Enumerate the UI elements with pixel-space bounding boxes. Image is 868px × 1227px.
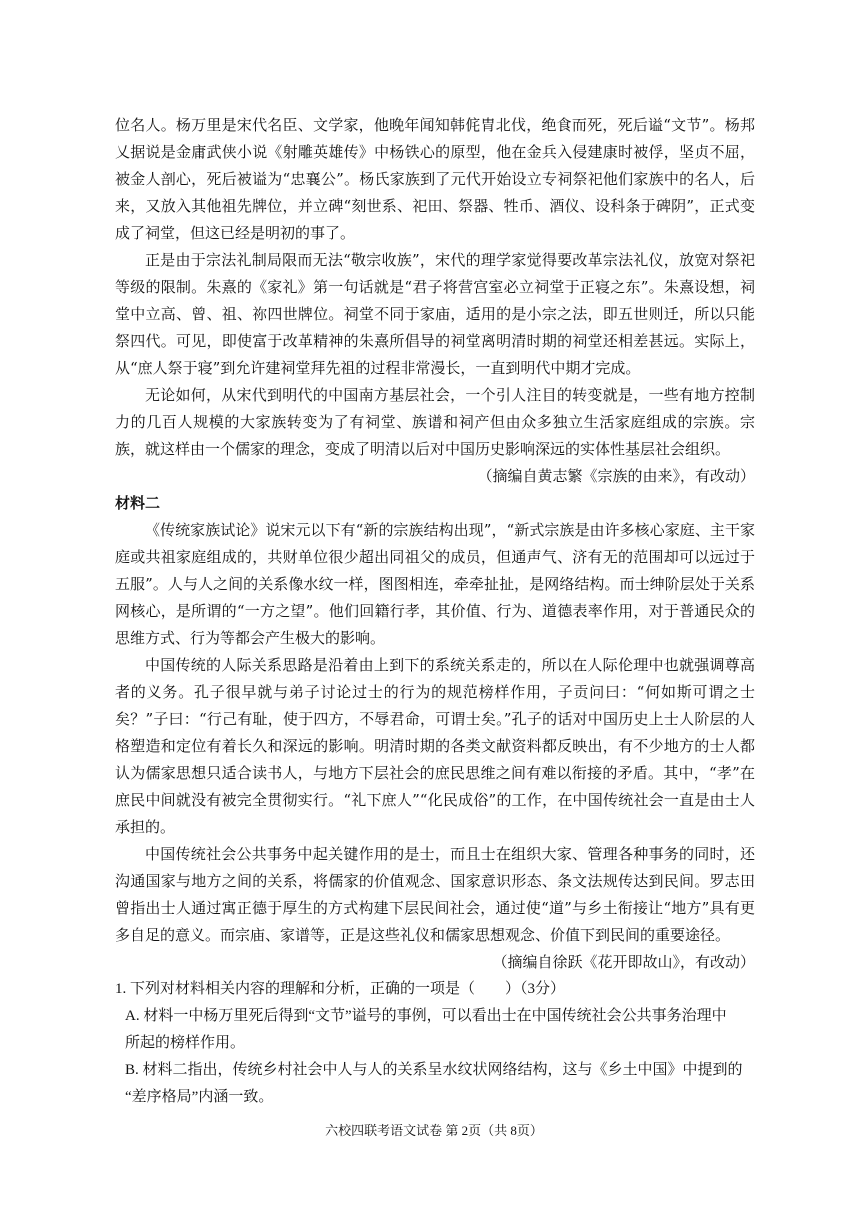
option-a [115, 1003, 755, 1057]
paragraph: 中国传统社会公共事务中起关键作用的是士，而且士在组织大家、管理各种事务的同时，还沟通国家与地方之间的关系，将儒家的价值观念、国家意识形态、条文法规传达到民间。罗志田曾指出士人通过寓正德于厚生的方式构建下层民间社会，通过使“道”与乡土衔接让“地方”具有更多自足的意义。而宗庙、家谱等，正是这些礼仪和儒家思想观念、价值下到民间的重要途径。 [115, 845, 755, 944]
option-a-line1: A. 材料一中杨万里死后得到“文节”谥号的事例，可以看出士在中国传统社会公共事务治理中 [125, 1008, 727, 1024]
paragraph: 中国传统的人际关系思路是沿着由上到下的系统关系走的，所以在人际伦理中也就强调尊高者的义务。孔子很早就与弟子讨论过士的行为的规范榜样作用，子贡问曰：“何如斯可谓之士矣？”子曰：“行己有耻，使于四方，不辱君命，可谓士矣。”孔子的话对中国历史上士人阶层的人格塑造和定位有着长久和深远的影响。明清时期的各类文献资料都反映出，有不少地方的士人都认为儒家思想只适合读书人，与地方下层社会的庶民思维之间有难以衔接的矛盾。其中，“孝”在庶民中间就没有被完全贯彻实行。“礼下庶人”“化民成俗”的工作，在中国传统社会一直是由士人承担的。 [115, 656, 755, 836]
paragraph: 《传统家族试论》说宋元以下有“新的宗族结构出现”，“新式宗族是由许多核心家庭、主干家庭或共祖家庭组成的，共财单位很少超出同祖父的成员，但通声气、济有无的范围却可以远过于五服”。人与人之间的关系像水纹一样，图图相连，牵牵扯扯，是网络结构。而士绅阶层处于关系网核心，是所谓的“一方之望”。他们回籍行孝，其价值、行为、道德表率作用，对于普通民众的思维方式、行为等都会产生极大的影响。 [115, 521, 755, 647]
question-stem: 1. 下列对材料相关内容的理解和分析，正确的一项是（ ）（3分） [115, 981, 566, 997]
paragraph: 无论如何，从宋代到明代的中国南方基层社会，一个引人注目的转变就是，一些有地方控制力的几百人规模的大家族转变为了有祠堂、族谱和祠产但由众多独立生活家庭组成的宗族。宗族，就这样由一个儒家的理念，变成了明清以后对中国历史影响深远的实体性基层社会组织。 [115, 386, 755, 458]
paragraph: 位名人。杨万里是宋代名臣、文学家，他晚年闻知韩侂胄北伐，绝食而死，死后谥“文节”。杨邦乂据说是金庸武侠小说《射雕英雄传》中杨铁心的原型，他在金兵入侵建康时被俘，坚贞不屈，被金人剖心，死后被谥为“忠襄公”。杨氏家族到了元代开始设立专祠祭祀他们家族中的名人，后来，又放入其他祖先牌位，并立碑“刻世系、祀田、祭器、牲币、酒仪、设科条于碑阴”，正式变成了祠堂，但这已经是明初的事了。 [115, 116, 755, 242]
page-content [115, 112, 755, 1111]
paragraph: 正是由于宗法礼制局限而无法“敬宗收族”，宋代的理学家觉得要改革宗法礼仪，放宽对祭祀等级的限制。朱熹的《家礼》第一句话就是“君子将营宫室必立祠堂于正寝之东”。朱熹设想，祠堂中立高、曾、祖、祢四世牌位。祠堂不同于家庙，适用的是小宗之法，即五世则迁，所以只能祭四代。可见，即使富于改革精神的朱熹所倡导的祠堂离明清时期的祠堂还相差甚远。实际上，从“庶人祭于寝”到允许建祠堂拜先祖的过程非常漫长，一直到明代中期才完成。 [115, 251, 755, 377]
option-b [115, 1057, 755, 1111]
section-heading: 材料二 [115, 494, 161, 512]
option-b-line2: “差序格局”内涵一致。 [125, 1089, 274, 1105]
source-citation: （摘编自黄志繁《宗族的由来》，有改动） [477, 467, 755, 485]
option-a-line2: 所起的榜样作用。 [125, 1035, 246, 1051]
source-citation: （摘编自徐跃《花开即故山》，有改动） [492, 953, 755, 971]
page-footer: 六校四联考语文试卷 第 2页（共 8页） [325, 1123, 543, 1138]
option-b-line1: B. 材料二指出，传统乡村社会中人与人的关系呈水纹状网络结构，这与《乡土中国》中提到的 [125, 1062, 743, 1078]
